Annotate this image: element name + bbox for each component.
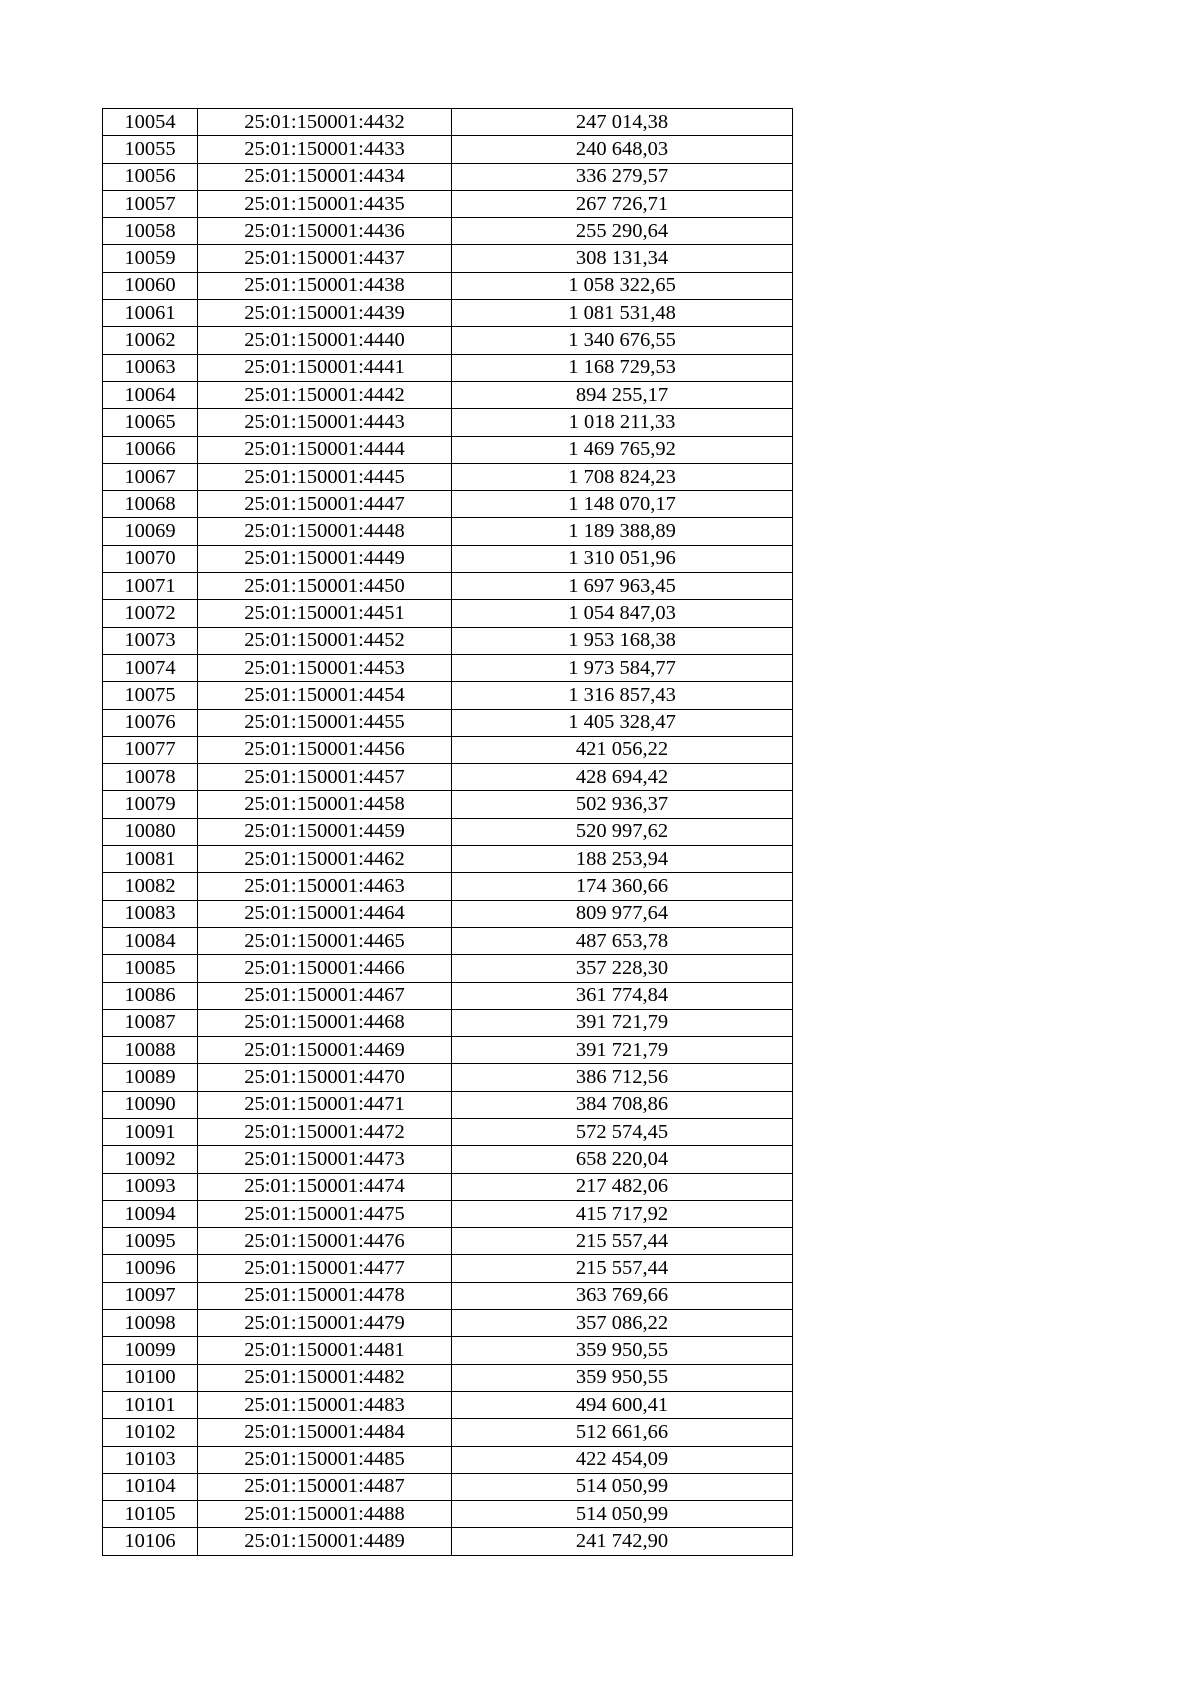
table-row (103, 491, 793, 518)
cadastral-value-cell: 514 050,99 (452, 1473, 793, 1500)
row-number-cell: 10101 (103, 1391, 198, 1418)
row-number-cell: 10073 (103, 627, 198, 654)
cadastral-value-cell: 386 712,56 (452, 1064, 793, 1091)
table-row (103, 1446, 793, 1473)
cadastral-number-cell: 25:01:150001:4469 (198, 1037, 452, 1064)
cadastral-value-cell: 415 717,92 (452, 1200, 793, 1227)
cadastral-value-cell: 1 168 729,53 (452, 354, 793, 381)
row-number-cell: 10106 (103, 1528, 198, 1555)
cadastral-value-cell: 174 360,66 (452, 873, 793, 900)
row-number-cell: 10100 (103, 1364, 198, 1391)
cadastral-number-cell: 25:01:150001:4450 (198, 573, 452, 600)
table-row (103, 518, 793, 545)
row-number-cell: 10093 (103, 1173, 198, 1200)
cadastral-number-cell: 25:01:150001:4436 (198, 218, 452, 245)
table-row (103, 709, 793, 736)
table-row (103, 545, 793, 572)
cadastral-value-cell: 1 405 328,47 (452, 709, 793, 736)
row-number-cell: 10069 (103, 518, 198, 545)
row-number-cell: 10103 (103, 1446, 198, 1473)
table-row (103, 1146, 793, 1173)
cadastral-number-cell: 25:01:150001:4481 (198, 1337, 452, 1364)
table-row (103, 409, 793, 436)
table-row (103, 764, 793, 791)
cadastral-value-cell: 1 058 322,65 (452, 272, 793, 299)
row-number-cell: 10091 (103, 1118, 198, 1145)
cadastral-number-cell: 25:01:150001:4437 (198, 245, 452, 272)
cadastral-number-cell: 25:01:150001:4442 (198, 381, 452, 408)
table-row (103, 1091, 793, 1118)
row-number-cell: 10094 (103, 1200, 198, 1227)
row-number-cell: 10070 (103, 545, 198, 572)
cadastral-value-cell: 357 228,30 (452, 955, 793, 982)
cadastral-number-cell: 25:01:150001:4434 (198, 163, 452, 190)
row-number-cell: 10054 (103, 109, 198, 136)
cadastral-value-cell: 267 726,71 (452, 190, 793, 217)
cadastral-number-cell: 25:01:150001:4438 (198, 272, 452, 299)
table-row (103, 463, 793, 490)
cadastral-number-cell: 25:01:150001:4440 (198, 327, 452, 354)
cadastral-value-cell: 421 056,22 (452, 736, 793, 763)
cadastral-number-cell: 25:01:150001:4473 (198, 1146, 452, 1173)
row-number-cell: 10058 (103, 218, 198, 245)
cadastral-value-cell: 188 253,94 (452, 846, 793, 873)
row-number-cell: 10102 (103, 1419, 198, 1446)
table-row (103, 791, 793, 818)
row-number-cell: 10071 (103, 573, 198, 600)
table-row (103, 955, 793, 982)
cadastral-number-cell: 25:01:150001:4489 (198, 1528, 452, 1555)
cadastral-value-cell: 391 721,79 (452, 1037, 793, 1064)
cadastral-value-cell: 809 977,64 (452, 900, 793, 927)
row-number-cell: 10067 (103, 463, 198, 490)
row-number-cell: 10086 (103, 982, 198, 1009)
cadastral-number-cell: 25:01:150001:4474 (198, 1173, 452, 1200)
table-row (103, 218, 793, 245)
cadastral-number-cell: 25:01:150001:4455 (198, 709, 452, 736)
cadastral-value-cell: 1 340 676,55 (452, 327, 793, 354)
cadastral-value-cell: 1 316 857,43 (452, 682, 793, 709)
cadastral-number-cell: 25:01:150001:4433 (198, 136, 452, 163)
cadastral-value-cell: 1 973 584,77 (452, 654, 793, 681)
cadastral-number-cell: 25:01:150001:4435 (198, 190, 452, 217)
cadastral-number-cell: 25:01:150001:4483 (198, 1391, 452, 1418)
row-number-cell: 10088 (103, 1037, 198, 1064)
row-number-cell: 10075 (103, 682, 198, 709)
cadastral-number-cell: 25:01:150001:4453 (198, 654, 452, 681)
row-number-cell: 10074 (103, 654, 198, 681)
cadastral-value-table (102, 108, 793, 1556)
row-number-cell: 10064 (103, 381, 198, 408)
row-number-cell: 10080 (103, 818, 198, 845)
cadastral-number-cell: 25:01:150001:4482 (198, 1364, 452, 1391)
cadastral-value-cell: 487 653,78 (452, 927, 793, 954)
cadastral-value-cell: 894 255,17 (452, 381, 793, 408)
row-number-cell: 10089 (103, 1064, 198, 1091)
cadastral-value-cell: 1 148 070,17 (452, 491, 793, 518)
cadastral-number-cell: 25:01:150001:4466 (198, 955, 452, 982)
row-number-cell: 10059 (103, 245, 198, 272)
cadastral-value-cell: 494 600,41 (452, 1391, 793, 1418)
cadastral-value-cell: 1 469 765,92 (452, 436, 793, 463)
cadastral-number-cell: 25:01:150001:4449 (198, 545, 452, 572)
table-row (103, 600, 793, 627)
table-row (103, 1528, 793, 1555)
cadastral-number-cell: 25:01:150001:4484 (198, 1419, 452, 1446)
cadastral-value-cell: 215 557,44 (452, 1255, 793, 1282)
cadastral-number-cell: 25:01:150001:4441 (198, 354, 452, 381)
table-row (103, 927, 793, 954)
cadastral-number-cell: 25:01:150001:4443 (198, 409, 452, 436)
table-body (103, 109, 793, 1556)
cadastral-value-cell: 658 220,04 (452, 1146, 793, 1173)
table-row (103, 1228, 793, 1255)
cadastral-number-cell: 25:01:150001:4479 (198, 1310, 452, 1337)
cadastral-number-cell: 25:01:150001:4444 (198, 436, 452, 463)
table-row (103, 354, 793, 381)
row-number-cell: 10079 (103, 791, 198, 818)
row-number-cell: 10097 (103, 1282, 198, 1309)
cadastral-value-cell: 217 482,06 (452, 1173, 793, 1200)
table-row (103, 381, 793, 408)
cadastral-value-cell: 502 936,37 (452, 791, 793, 818)
cadastral-value-cell: 1 189 388,89 (452, 518, 793, 545)
cadastral-value-cell: 308 131,34 (452, 245, 793, 272)
cadastral-number-cell: 25:01:150001:4485 (198, 1446, 452, 1473)
cadastral-value-cell: 572 574,45 (452, 1118, 793, 1145)
cadastral-value-cell: 514 050,99 (452, 1501, 793, 1528)
cadastral-number-cell: 25:01:150001:4452 (198, 627, 452, 654)
cadastral-value-cell: 1 708 824,23 (452, 463, 793, 490)
row-number-cell: 10082 (103, 873, 198, 900)
table-row (103, 1391, 793, 1418)
cadastral-number-cell: 25:01:150001:4445 (198, 463, 452, 490)
cadastral-number-cell: 25:01:150001:4487 (198, 1473, 452, 1500)
table-row (103, 1310, 793, 1337)
cadastral-value-cell: 1 697 963,45 (452, 573, 793, 600)
table-row (103, 982, 793, 1009)
row-number-cell: 10092 (103, 1146, 198, 1173)
row-number-cell: 10104 (103, 1473, 198, 1500)
row-number-cell: 10061 (103, 300, 198, 327)
row-number-cell: 10062 (103, 327, 198, 354)
cadastral-value-cell: 384 708,86 (452, 1091, 793, 1118)
cadastral-value-cell: 336 279,57 (452, 163, 793, 190)
table-row (103, 1037, 793, 1064)
row-number-cell: 10090 (103, 1091, 198, 1118)
cadastral-value-cell: 359 950,55 (452, 1364, 793, 1391)
row-number-cell: 10068 (103, 491, 198, 518)
table-row (103, 682, 793, 709)
row-number-cell: 10099 (103, 1337, 198, 1364)
table-row (103, 1173, 793, 1200)
row-number-cell: 10056 (103, 163, 198, 190)
cadastral-number-cell: 25:01:150001:4476 (198, 1228, 452, 1255)
row-number-cell: 10078 (103, 764, 198, 791)
table-row (103, 245, 793, 272)
cadastral-number-cell: 25:01:150001:4467 (198, 982, 452, 1009)
row-number-cell: 10096 (103, 1255, 198, 1282)
cadastral-value-cell: 1 054 847,03 (452, 600, 793, 627)
cadastral-number-cell: 25:01:150001:4458 (198, 791, 452, 818)
cadastral-value-cell: 215 557,44 (452, 1228, 793, 1255)
cadastral-number-cell: 25:01:150001:4463 (198, 873, 452, 900)
cadastral-number-cell: 25:01:150001:4432 (198, 109, 452, 136)
row-number-cell: 10081 (103, 846, 198, 873)
cadastral-value-cell: 1 310 051,96 (452, 545, 793, 572)
row-number-cell: 10060 (103, 272, 198, 299)
table-row (103, 818, 793, 845)
cadastral-number-cell: 25:01:150001:4456 (198, 736, 452, 763)
cadastral-number-cell: 25:01:150001:4462 (198, 846, 452, 873)
cadastral-value-cell: 422 454,09 (452, 1446, 793, 1473)
row-number-cell: 10055 (103, 136, 198, 163)
row-number-cell: 10095 (103, 1228, 198, 1255)
table-row (103, 1419, 793, 1446)
table-row (103, 1255, 793, 1282)
table-row (103, 1364, 793, 1391)
table-row (103, 573, 793, 600)
cadastral-number-cell: 25:01:150001:4439 (198, 300, 452, 327)
table-row (103, 900, 793, 927)
cadastral-value-cell: 520 997,62 (452, 818, 793, 845)
table-row (103, 873, 793, 900)
table-row (103, 736, 793, 763)
row-number-cell: 10077 (103, 736, 198, 763)
row-number-cell: 10084 (103, 927, 198, 954)
table-row (103, 136, 793, 163)
cadastral-value-cell: 240 648,03 (452, 136, 793, 163)
table-row (103, 1118, 793, 1145)
cadastral-number-cell: 25:01:150001:4477 (198, 1255, 452, 1282)
table-row (103, 1337, 793, 1364)
row-number-cell: 10087 (103, 1009, 198, 1036)
table-row (103, 654, 793, 681)
cadastral-number-cell: 25:01:150001:4457 (198, 764, 452, 791)
cadastral-value-cell: 363 769,66 (452, 1282, 793, 1309)
cadastral-value-cell: 512 661,66 (452, 1419, 793, 1446)
cadastral-number-cell: 25:01:150001:4447 (198, 491, 452, 518)
cadastral-number-cell: 25:01:150001:4451 (198, 600, 452, 627)
table-row (103, 846, 793, 873)
cadastral-value-cell: 247 014,38 (452, 109, 793, 136)
table-row (103, 1282, 793, 1309)
row-number-cell: 10072 (103, 600, 198, 627)
cadastral-number-cell: 25:01:150001:4468 (198, 1009, 452, 1036)
table-row (103, 1501, 793, 1528)
cadastral-value-cell: 357 086,22 (452, 1310, 793, 1337)
table-row (103, 1200, 793, 1227)
table-row (103, 272, 793, 299)
cadastral-number-cell: 25:01:150001:4472 (198, 1118, 452, 1145)
cadastral-value-cell: 1 953 168,38 (452, 627, 793, 654)
cadastral-number-cell: 25:01:150001:4471 (198, 1091, 452, 1118)
row-number-cell: 10105 (103, 1501, 198, 1528)
row-number-cell: 10083 (103, 900, 198, 927)
cadastral-number-cell: 25:01:150001:4478 (198, 1282, 452, 1309)
table-row (103, 300, 793, 327)
cadastral-number-cell: 25:01:150001:4465 (198, 927, 452, 954)
table-row (103, 436, 793, 463)
cadastral-number-cell: 25:01:150001:4470 (198, 1064, 452, 1091)
row-number-cell: 10085 (103, 955, 198, 982)
cadastral-value-cell: 428 694,42 (452, 764, 793, 791)
row-number-cell: 10066 (103, 436, 198, 463)
cadastral-value-cell: 1 018 211,33 (452, 409, 793, 436)
row-number-cell: 10065 (103, 409, 198, 436)
table-row (103, 109, 793, 136)
cadastral-number-cell: 25:01:150001:4488 (198, 1501, 452, 1528)
cadastral-number-cell: 25:01:150001:4459 (198, 818, 452, 845)
row-number-cell: 10063 (103, 354, 198, 381)
row-number-cell: 10098 (103, 1310, 198, 1337)
cadastral-value-cell: 391 721,79 (452, 1009, 793, 1036)
cadastral-number-cell: 25:01:150001:4454 (198, 682, 452, 709)
cadastral-value-cell: 1 081 531,48 (452, 300, 793, 327)
table-row (103, 1473, 793, 1500)
cadastral-number-cell: 25:01:150001:4464 (198, 900, 452, 927)
table-row (103, 1009, 793, 1036)
table-row (103, 327, 793, 354)
row-number-cell: 10076 (103, 709, 198, 736)
table-row (103, 1064, 793, 1091)
cadastral-number-cell: 25:01:150001:4475 (198, 1200, 452, 1227)
row-number-cell: 10057 (103, 190, 198, 217)
cadastral-value-cell: 255 290,64 (452, 218, 793, 245)
cadastral-value-cell: 359 950,55 (452, 1337, 793, 1364)
table-row (103, 163, 793, 190)
cadastral-value-cell: 241 742,90 (452, 1528, 793, 1555)
table-row (103, 190, 793, 217)
cadastral-number-cell: 25:01:150001:4448 (198, 518, 452, 545)
table-row (103, 627, 793, 654)
cadastral-value-cell: 361 774,84 (452, 982, 793, 1009)
